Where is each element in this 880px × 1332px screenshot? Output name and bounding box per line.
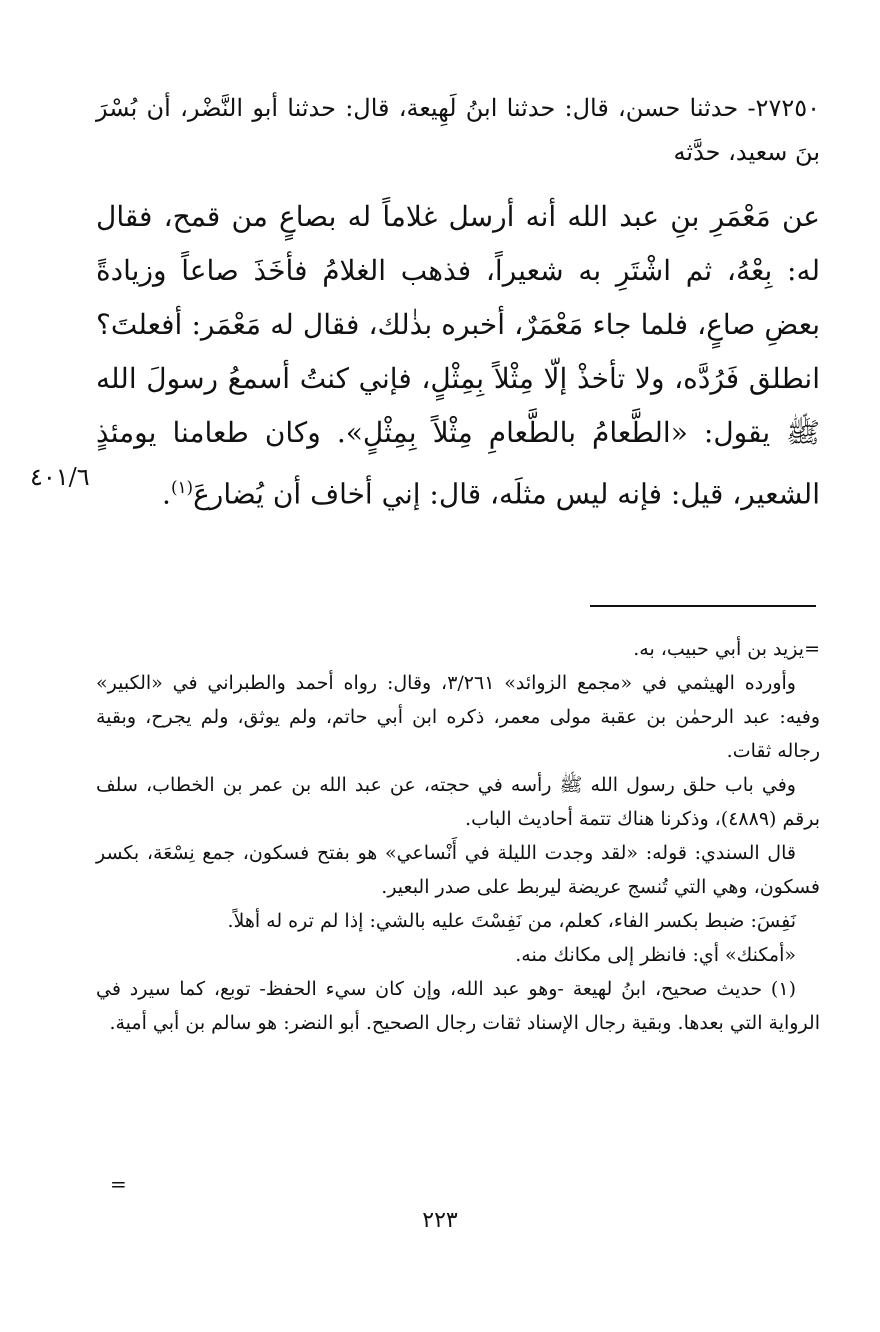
matn-end-punct: . [162,477,171,511]
footnote-paragraph: نَفِسَ: ضبط بكسر الفاء، كعلم، من نَفِسْتَ عليه بالشي: إذا لم تره له أهلاً. [227,910,796,932]
footnote-marker: (١) [170,477,194,497]
footnotes [96,632,820,1040]
isnad-text: حدثنا حسن، قال: حدثنا ابنُ لَهِيعة، قال: حدثنا أبو النَّضْر، أن بُسْرَ بنَ سعيد، حدَّثه [96,94,820,166]
page-number: ٢٢٣ [422,1208,458,1233]
hadith-matn [96,190,820,521]
continuation-mark: = [110,1172,127,1196]
footnote-separator [590,605,816,607]
matn-text: عن مَعْمَرِ بنِ عبد الله أنه أرسل غلاماً له بصاعٍ من قمح، فقال له: بِعْهُ، ثم اشْتَرِ به شعيراً، فذهب الغلامُ فأخَذَ صاعاً وزيادةً بعضِ صاعٍ، فلما جاء مَعْمَرٌ، أخبره بذٰلك، فقال له مَعْمَر: أفعلتَ؟ انطلق فَرُدَّه، ولا تأخذْ إلّا مِثْلاً بِمِثْلٍ، فإني كنتُ أسمعُ رسولَ الله ﷺ يقول: «الطَّعامُ بالطَّعامِ مِثْلاً بِمِثْلٍ». وكان طعامنا يومئذٍ الشعير، قيل: فإنه ليس مثلَه، قال: إني أخاف أن يُضارعَ [96,200,820,511]
footnote-continuation: =يزيد بن أبي حبيب، به. [633,638,820,660]
volume-page-reference: ٤٠١/٦ [30,463,90,491]
footnote-paragraph: قال السندي: قوله: «لقد وجدت الليلة في أَنْساعي» هو بفتح فسكون، جمع نِسْعَة، بكسر فسكون، وهي التي تُنسج عريضة ليربط على صدر البعير. [96,842,820,898]
footnote-1: (١) حديث صحيح، ابنُ لهيعة -وهو عبد الله، وإن كان سيء الحفظ- توبع، كما سيرد في الرواية التي بعدها. وبقية رجال الإسناد ثقات رجال الصحيح. أبو النضر: هو سالم بن أبي أمية. [96,978,820,1034]
footnote-paragraph: وأورده الهيثمي في «مجمع الزوائد» ٣/٢٦١، وقال: رواه أحمد والطبراني في «الكبير» وفيه: عبد الرحمٰن بن عقبة مولى معمر، ذكره ابن أبي حاتم، ولم يوثق، ولم يجرح، وبقية رجاله ثقات. [96,672,820,762]
hadith-number: ٢٧٢٥٠- [747,94,820,122]
hadith-isnad [96,86,820,174]
footnote-paragraph: وفي باب حلق رسول الله ﷺ رأسه في حجته، عن عبد الله بن عمر بن الخطاب، سلف برقم (٤٨٨٩)، وذكرنا هناك تتمة أحاديث الباب. [96,774,820,830]
footnote-paragraph: «أمكنك» أي: فانظر إلى مكانك منه. [515,944,796,966]
